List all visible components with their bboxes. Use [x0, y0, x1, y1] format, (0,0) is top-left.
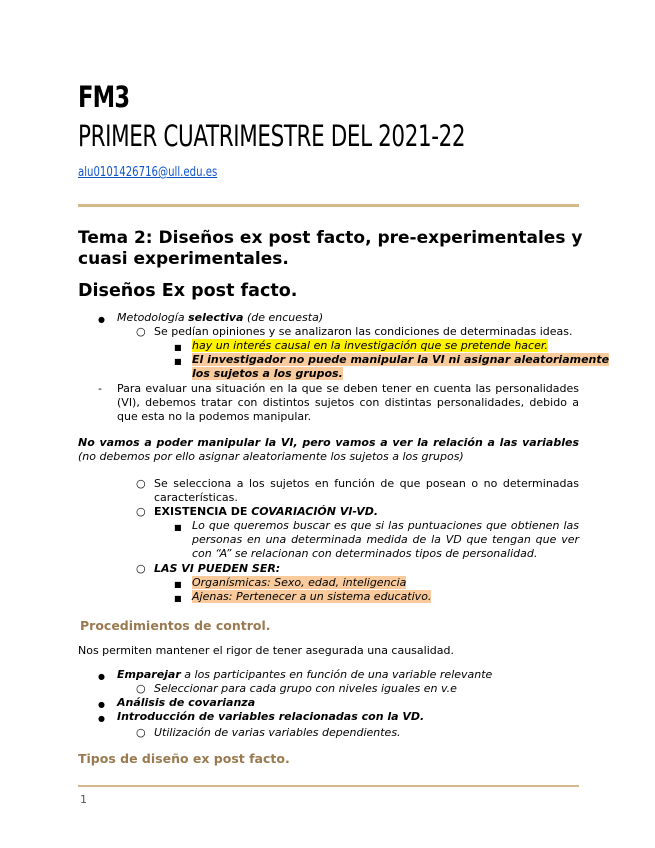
emparejar-rest: a los participantes en función de una variable relevante — [180, 668, 493, 681]
manipular-highlight-line2: los sujetos a los grupos. — [192, 367, 343, 380]
header-divider — [78, 204, 579, 207]
list-subsubitem-ajenas — [192, 590, 431, 604]
square-icon: ■ — [174, 523, 182, 532]
paragraph-rest: (no debemos por ello asignar aleatoriamente los sujetos a los grupos) — [78, 450, 464, 463]
bullet-icon: ● — [98, 700, 105, 709]
organismicas-highlight: Organísmicas: Sexo, edad, inteligencia — [192, 576, 407, 589]
list-subitem-covariacion — [154, 505, 378, 519]
course-title: FM3 — [78, 80, 130, 114]
list-item-metodologia — [117, 311, 323, 325]
paragraph-rigor: Nos permiten mantener el rigor de tener asegurada una causalidad. — [78, 644, 454, 657]
list-item-emparejar — [117, 668, 492, 682]
circle-icon: ○ — [136, 477, 146, 490]
section-heading-ex-post-facto: Diseños Ex post facto. — [78, 281, 298, 301]
square-icon: ■ — [174, 357, 182, 366]
metodologia-suffix: (de encuesta) — [243, 311, 324, 324]
list-subitem-vi-pueden-ser: LAS VI PUEDEN SER: — [154, 562, 281, 575]
section-heading-tipos: Tipos de diseño ex post facto. — [78, 751, 290, 766]
manipular-highlight-line1: El investigador no puede manipular la VI ni asignar aleatoriamente — [192, 353, 610, 366]
list-subsubitem-manipular-cont — [192, 367, 343, 381]
list-subitem-seleccion: Se selecciona a los sujetos en función de que posean o no determinadas características. — [154, 477, 579, 504]
bullet-icon: ● — [98, 315, 105, 324]
paragraph-bold: No vamos a poder manipular la VI, pero vamos a ver la relación a las variables — [78, 436, 579, 449]
square-icon: ■ — [174, 594, 182, 603]
bullet-icon: ● — [98, 672, 105, 681]
interes-highlight: hay un interés causal en la investigación que se pretende hacer. — [192, 339, 548, 352]
metodologia-prefix: Metodología — [117, 311, 189, 324]
dash-icon: - — [98, 382, 102, 395]
list-subitem-opiniones: Se pedían opiniones y se analizaron las condiciones de determinadas ideas. — [154, 325, 573, 338]
list-subitem-seleccionar: Seleccionar para cada grupo con niveles iguales en v.e — [154, 682, 457, 695]
covariacion-italic: COVARIACIÓN VI-VD. — [251, 505, 379, 518]
circle-icon: ○ — [136, 682, 146, 695]
list-item-personalidades: Para evaluar una situación en la que se deben tener en cuenta las personalidades (VI), debemos tratar con distintos sujetos con distintas personalidades, debido a que esta no la podemos manipular. — [117, 382, 579, 423]
list-item-covarianza: Análisis de covarianza — [117, 696, 256, 709]
paragraph-manipular — [78, 436, 579, 464]
list-subitem-utilizacion: Utilización de varias variables dependientes. — [154, 726, 401, 739]
list-subsubitem-manipular — [192, 353, 609, 367]
circle-icon: ○ — [136, 325, 146, 338]
section-heading-procedimientos: Procedimientos de control. — [80, 618, 271, 633]
ajenas-highlight: Ajenas: Pertenecer a un sistema educativo. — [192, 590, 432, 603]
circle-icon: ○ — [136, 726, 146, 739]
email-link[interactable]: alu0101426716@ull.edu.es — [78, 165, 218, 180]
emparejar-bold: Emparejar — [117, 668, 181, 681]
circle-icon: ○ — [136, 505, 146, 518]
page-number: 1 — [80, 793, 87, 806]
metodologia-bold: selectiva — [188, 311, 244, 324]
covariacion-prefix: EXISTENCIA DE — [154, 505, 252, 518]
list-subsubitem-organismicas — [192, 576, 406, 590]
bullet-icon: ● — [98, 714, 105, 723]
square-icon: ■ — [174, 343, 182, 352]
square-icon: ■ — [174, 580, 182, 589]
list-item-introduccion: Introducción de variables relacionadas con la VD. — [117, 710, 425, 723]
circle-icon: ○ — [136, 562, 146, 575]
footer-divider — [78, 785, 579, 787]
list-subsubitem-interes — [192, 339, 548, 353]
tema-heading: Tema 2: Diseños ex post facto, pre-experimentales y cuasi experimentales. — [78, 228, 583, 269]
term-title: PRIMER CUATRIMESTRE DEL 2021-22 — [78, 119, 466, 153]
list-subsubitem-puntuaciones: Lo que queremos buscar es que si las puntuaciones que obtienen las personas en una determinada medida de la VD que tengan que ver con “A” se relacionan con determinados tipos de personalidad. — [192, 519, 579, 560]
